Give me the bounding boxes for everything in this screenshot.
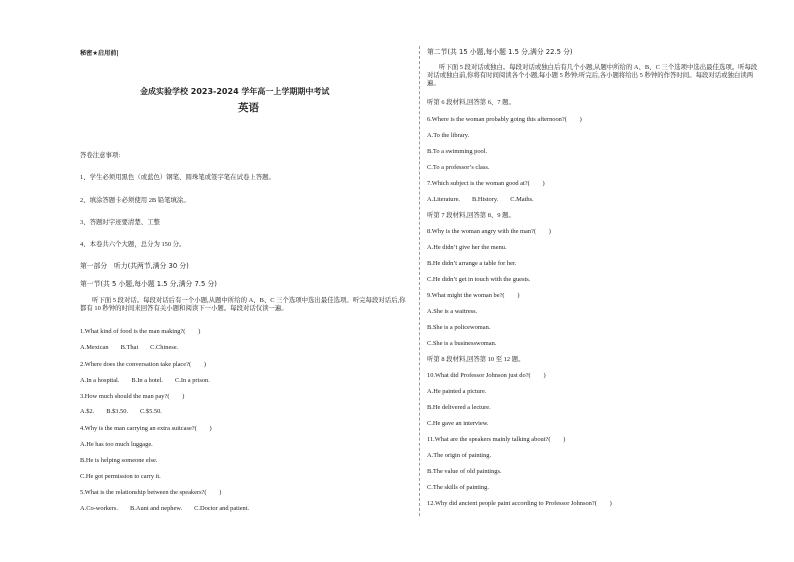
- option-a[interactable]: A.In a hospital.: [80, 377, 120, 384]
- question-5-options: [80, 505, 261, 513]
- question-8-option-c[interactable]: C.He didn’t get in touch with the guests.: [427, 276, 531, 283]
- note-item: 1、学生必须用黑色（或蓝色）钢笔、圆珠笔或签字笔在试卷上答题。: [80, 174, 275, 181]
- option-c[interactable]: C.$5.50.: [140, 408, 162, 415]
- question-11: 11.What are the speakers mainly talking about?( ): [427, 436, 566, 443]
- question-9-option-a[interactable]: A.She is a waitress.: [427, 308, 478, 315]
- question-6-option-a[interactable]: A.To the library.: [427, 132, 470, 139]
- subject-title: 英语: [238, 102, 259, 114]
- option-b[interactable]: B.Thai: [120, 344, 139, 351]
- note-item: 4、本卷共六个大题，总分为 150 分。: [80, 241, 186, 248]
- question-11-option-b[interactable]: B.The value of old paintings.: [427, 468, 502, 475]
- option-c[interactable]: C.Doctor and patient.: [194, 505, 250, 512]
- secret-label: 秘密★启用前|: [80, 50, 119, 57]
- option-a[interactable]: A.Co-workers.: [80, 505, 118, 512]
- question-2: 2.Where does the conversation take place?( ): [80, 361, 206, 368]
- question-4-option-b[interactable]: B.He is helping someone else.: [80, 457, 158, 464]
- question-9: 9.What might the woman be?( ): [427, 292, 520, 299]
- question-9-option-b[interactable]: B.She is a policewoman.: [427, 324, 491, 331]
- cue-material-6: 听第 6 段材料,回答第 6、7 题。: [427, 99, 515, 106]
- question-3-options: [80, 408, 174, 416]
- section1-heading: 第一节(共 5 小题,每小题 1.5 分,满分 7.5 分): [80, 280, 217, 288]
- note-item: 3、答题时字迹要清楚、工整: [80, 219, 160, 226]
- question-10-option-c[interactable]: C.He gave an interview.: [427, 420, 489, 427]
- question-8-option-b[interactable]: B.He didn’t arrange a table for her.: [427, 260, 517, 267]
- question-10-option-a[interactable]: A.He painted a picture.: [427, 388, 487, 395]
- section2-directions: 听下面 5 段对话或独白。每段对话或独白后有几个小题,从题中所给的 A、B、C 三个选项中选出最佳选项。听每段对话或独白前,你将有时间阅读各个小题,每小题 5 秒钟;听完后,各小题将给出 5 秒钟的作答时间。每段对话或独白读两遍。: [427, 64, 758, 87]
- exam-title: 金成实验学校 2023-2024 学年高一上学期期中考试: [140, 87, 330, 96]
- section2-heading: 第二节(共 15 小题,每小题 1.5 分,满分 22.5 分): [427, 48, 573, 56]
- question-7: 7.Which subject is the woman good at?( ): [427, 180, 545, 187]
- option-c[interactable]: C.Chinese.: [150, 344, 179, 351]
- question-2-options: [80, 377, 222, 385]
- question-7-options: [427, 196, 546, 204]
- question-5: 5.What is the relationship between the speakers?( ): [80, 489, 222, 496]
- option-c[interactable]: C.Maths.: [510, 196, 534, 203]
- question-6: 6.Where is the woman probably going this afternoon?( ): [427, 116, 582, 123]
- column-divider: [419, 46, 420, 516]
- question-10-option-b[interactable]: B.He delivered a lecture.: [427, 404, 491, 411]
- option-b[interactable]: B.Aunt and nephew.: [129, 505, 183, 512]
- question-1: 1.What kind of food is the man making?( ): [80, 328, 201, 335]
- part1-heading: 第一部分 听力(共两节,满分 30 分): [80, 262, 189, 270]
- option-b[interactable]: B.History.: [472, 196, 499, 203]
- option-c[interactable]: C.In a prison.: [175, 377, 210, 384]
- note-item: 2、填涂答题卡必须使用 2B 铅笔填涂。: [80, 197, 190, 204]
- option-b[interactable]: B.In a hotel.: [131, 377, 163, 384]
- option-a[interactable]: A.$2.: [80, 408, 95, 415]
- question-10: 10.What did Professor Johnson just do?( ): [427, 372, 546, 379]
- question-8: 8.Why is the woman angry with the man?( ): [427, 228, 551, 235]
- question-4-option-c[interactable]: C.He got permission to carry it.: [80, 473, 161, 480]
- cue-material-8: 听第 8 段材料,回答第 10 至 12 题。: [427, 356, 525, 363]
- question-6-option-b[interactable]: B.To a swimming pool.: [427, 148, 488, 155]
- option-a[interactable]: A.Literature.: [427, 196, 461, 203]
- question-11-option-c[interactable]: C.The skills of painting.: [427, 484, 489, 491]
- question-3: 3.How much should the man pay?( ): [80, 393, 185, 400]
- option-b[interactable]: B.$3.50.: [106, 408, 129, 415]
- question-12: 12.Why did ancient people paint according to Professor Johnson?( ): [427, 500, 612, 507]
- question-1-options: [80, 344, 190, 352]
- cue-material-7: 听第 7 段材料,回答第 8、9 题。: [427, 212, 515, 219]
- question-4: 4.Why is the man carrying an extra suitcase?( ): [80, 425, 212, 432]
- section1-directions: 听下面 5 段对话。每段对话后有一个小题,从题中所给的 A、B、C 三个选项中选出最佳选项。听完每段对话后,你都有 10 秒钟的时间来回答有关小题和阅读下一小题。每段对话仅读一遍。: [80, 297, 406, 312]
- question-6-option-c[interactable]: C.To a professor’s class.: [427, 164, 490, 171]
- question-11-option-a[interactable]: A.The origin of painting.: [427, 452, 492, 459]
- notes-heading: 答卷注意事项:: [80, 152, 121, 159]
- question-8-option-a[interactable]: A.He didn’t give her the menu.: [427, 244, 507, 251]
- question-4-option-a[interactable]: A.He has too much luggage.: [80, 441, 153, 448]
- option-a[interactable]: A.Mexican: [80, 344, 109, 351]
- question-9-option-c[interactable]: C.She is a businesswoman.: [427, 340, 497, 347]
